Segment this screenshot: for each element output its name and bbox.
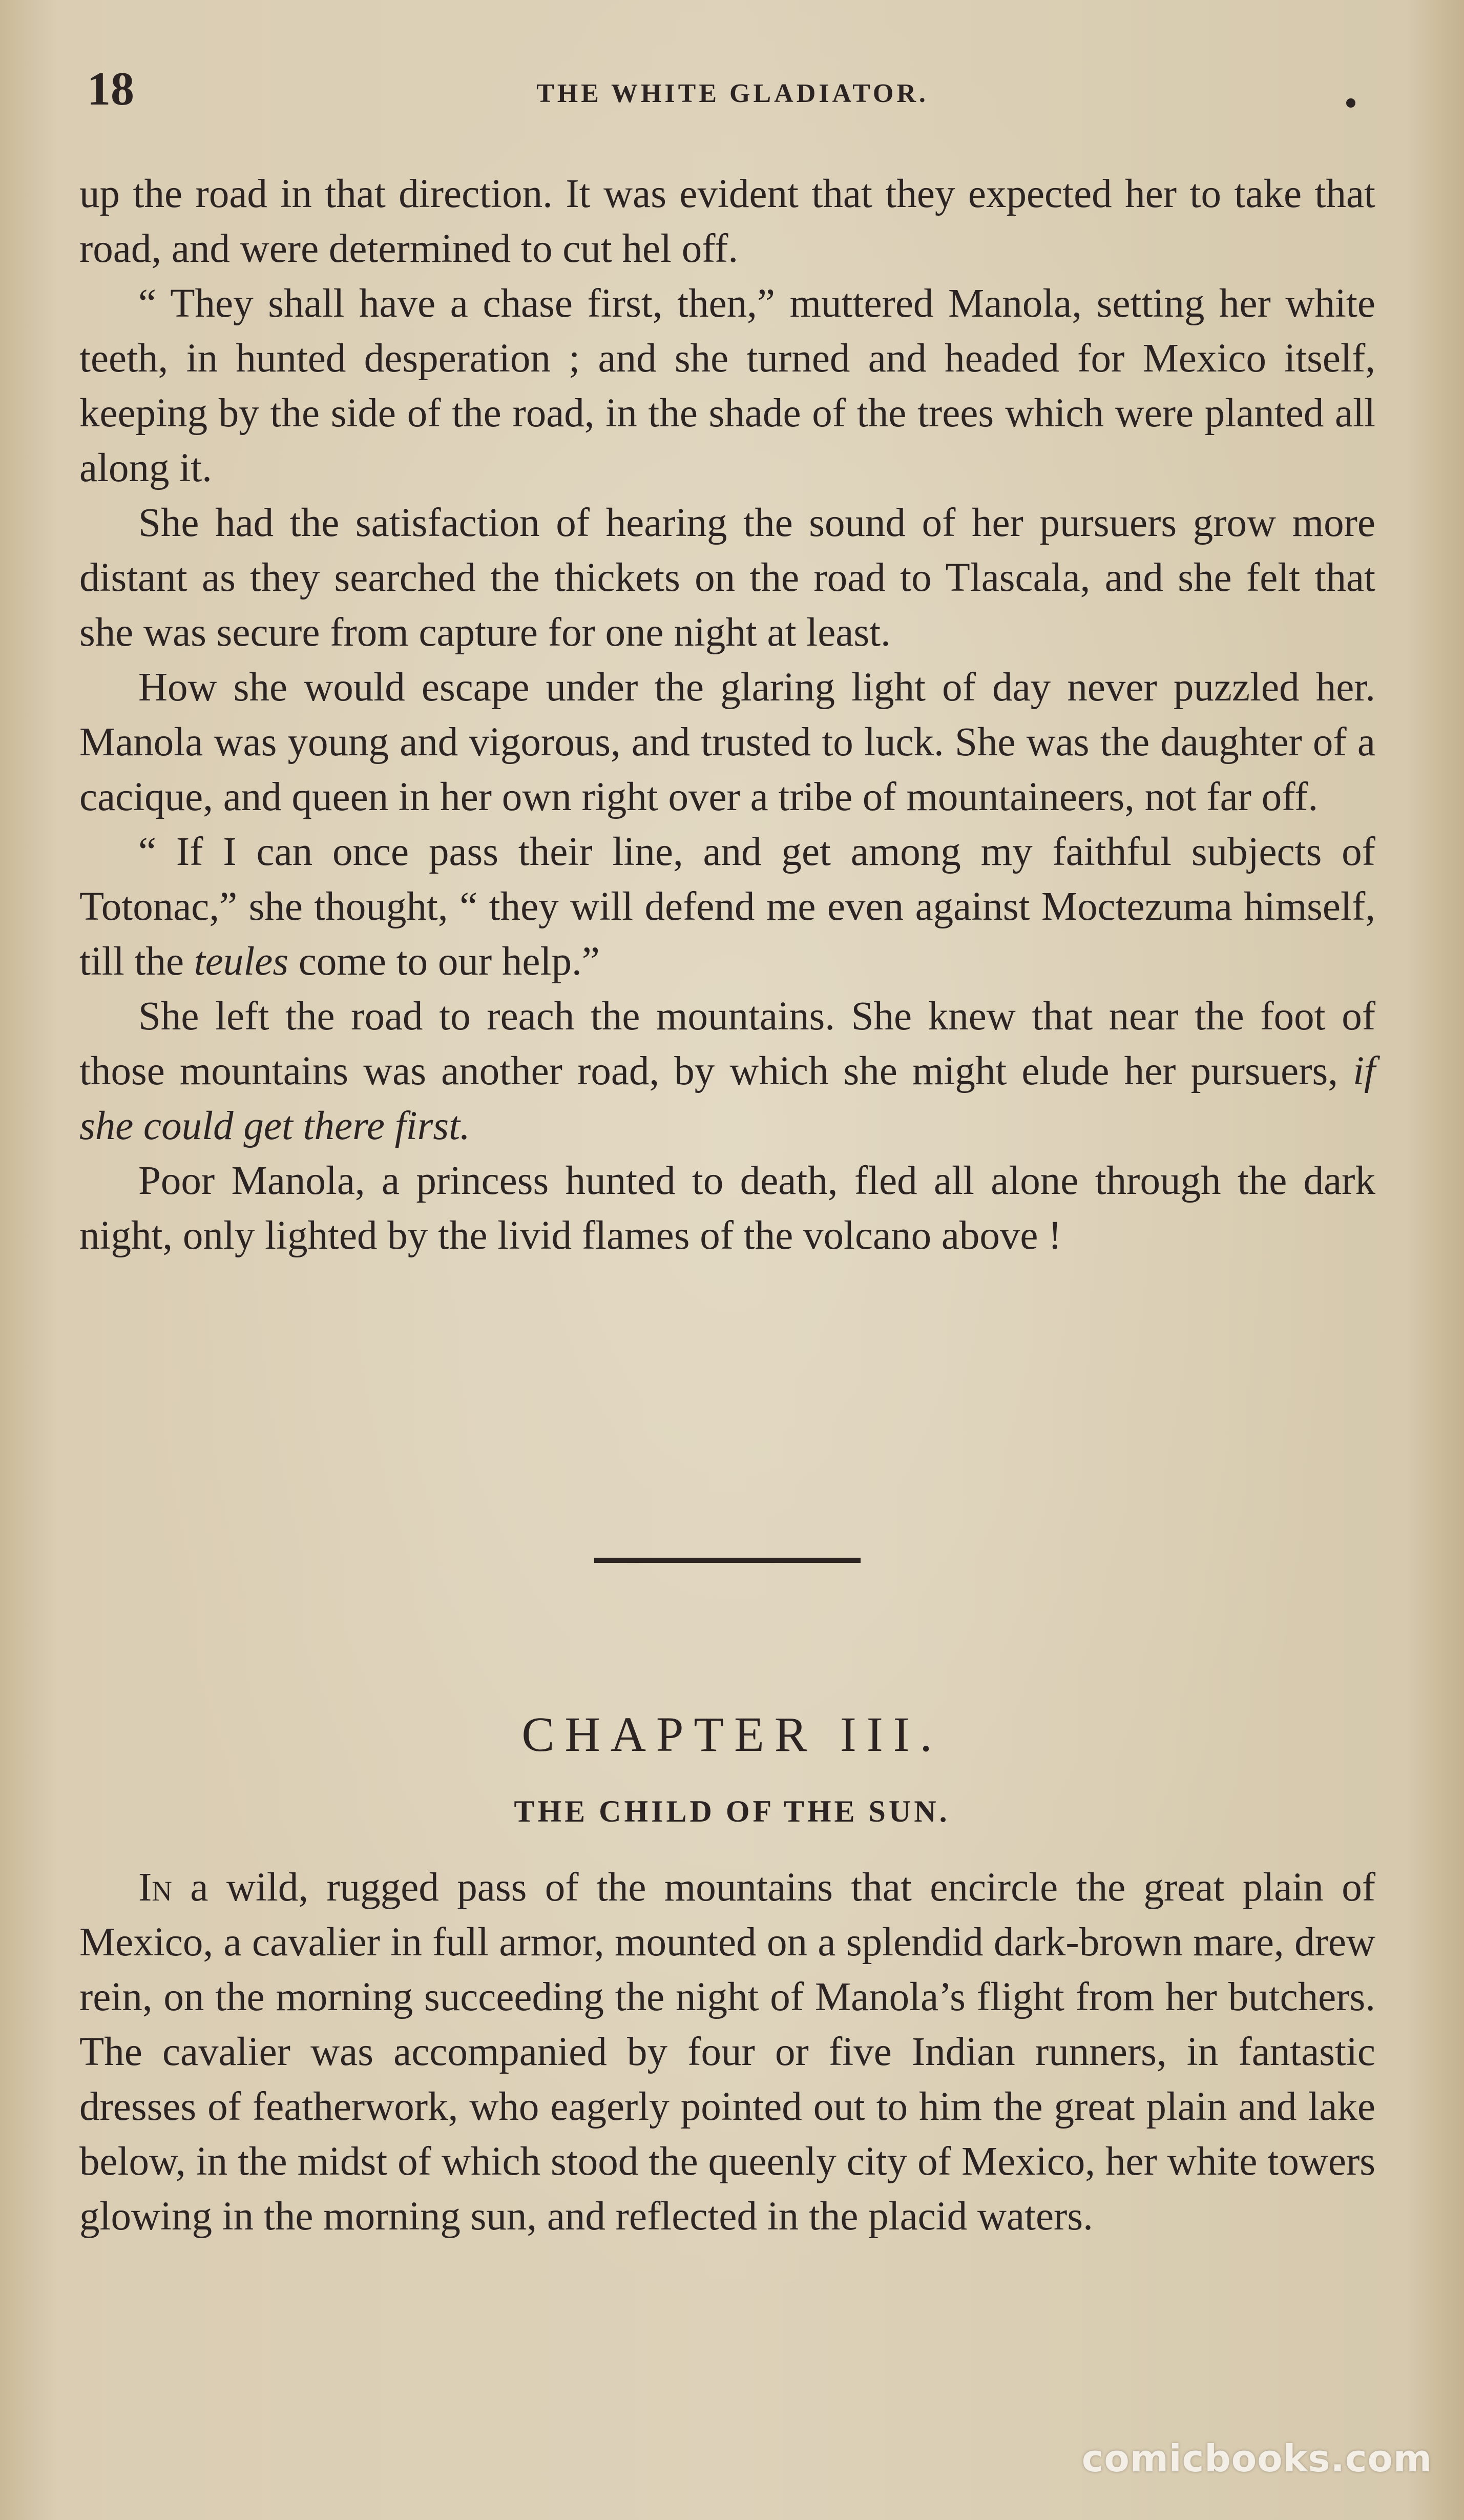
body-text-before-chapter xyxy=(79,167,1375,1263)
ink-speck xyxy=(1346,98,1355,108)
paragraph: up the road in that direction. It was evident that they expected her to take that road, and were determined to cut hel off. xyxy=(79,172,1375,271)
paragraph: How she would escape under the glaring light of day never puzzled her. Manola was young and vigorous, and trusted to luck. She was the daughter of a cacique, and queen in her own right over a tribe of mountaineers, not far off. xyxy=(79,665,1375,819)
paragraph: Poor Manola, a princess hunted to death, fled all alone through the dark night, only lighted by the livid flames of the volcano above ! xyxy=(79,1159,1375,1258)
paragraph-text: “ If I can once pass their line, and get among my faithful subjects of Totonac,” she thought, “ they will defend me even against Moctezuma himself, till the xyxy=(79,830,1375,984)
chapter-subtitle: THE CHILD OF THE SUN. xyxy=(514,1794,950,1828)
paragraph xyxy=(79,989,1375,1153)
running-title: THE WHITE GLADIATOR. xyxy=(536,79,929,108)
chapter-title: CHAPTER III. xyxy=(521,1707,943,1762)
italic-word: teules xyxy=(194,939,289,984)
paragraph: “ They shall have a chase first, then,” muttered Manola, setting her white teeth, in hunted desperation ; and she turned and headed for Mexico itself, keeping by the side of the road, in the shade of the trees which were planted all along it. xyxy=(79,281,1375,490)
page-header xyxy=(77,60,1388,117)
paragraph xyxy=(79,824,1375,989)
paragraph-text: come to our help.” xyxy=(288,939,600,984)
paragraph: She had the satisfaction of hearing the sound of her pursuers grow more distant as they searched the thickets on the road to Tlascala, and she felt that she was secure from capture for one night at least. xyxy=(79,501,1375,655)
paragraph-text: She left the road to reach the mountains. She knew that near the foot of those mountains was another road, by which she might elude her pursuers, xyxy=(79,994,1375,1093)
body-text-after-chapter xyxy=(79,1860,1375,2244)
page-number: 18 xyxy=(87,63,134,115)
section-divider-rule xyxy=(594,1558,861,1563)
italic-phrase: if she could get there first. xyxy=(79,1049,1375,1148)
opening-word: In xyxy=(138,1865,173,1910)
paragraph xyxy=(79,1860,1375,2244)
paragraph-text: a wild, rugged pass of the mountains that encircle the great plain of Mexico, a cavalier in full armor, mounted on a splendid dark-brown mare, drew rein, on the morning succeeding the night of Manola’s flight from her butchers. The cavalier was accompanied by four or five Indian runners, in fantastic dresses of featherwork, who eagerly pointed out to him the great plain and lake below, in the midst of which stood the queenly city of Mexico, her white towers glowing in the morning sun, and reflected in the placid waters. xyxy=(79,1865,1375,2239)
watermark: comicbooks.com xyxy=(1081,2437,1432,2480)
